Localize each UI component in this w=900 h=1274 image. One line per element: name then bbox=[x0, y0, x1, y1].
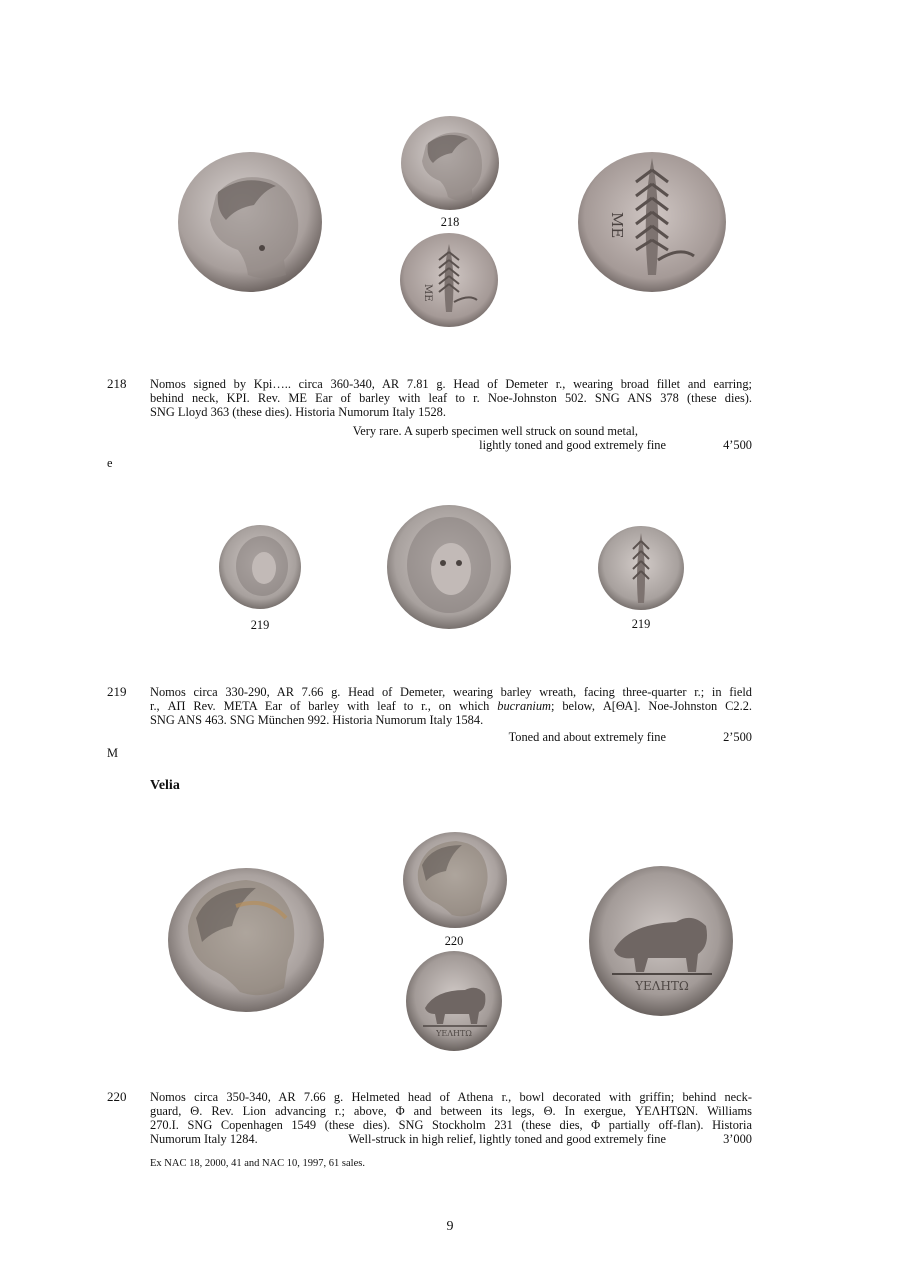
coin-218-large-legend: ΜΕ bbox=[608, 212, 626, 239]
lot-220-image-label: 220 bbox=[444, 934, 464, 948]
coin-220-large-legend: ΥΕΛΗΤΩ bbox=[635, 979, 689, 993]
lot-219-description bbox=[150, 685, 752, 727]
lot-219-image-label-left: 219 bbox=[250, 618, 270, 632]
lot-220-desc-line-3: 270.I. SNG Copenhagen 1549 (these dies). SNG Stockholm 231 (these dies, Φ partially off-flan). Historia bbox=[150, 1118, 752, 1132]
lot-218-desc-line-2: behind neck, KPI. Rev. ME Ear of barley with leaf to r. Noe-Johnston 502. SNG ANS 378 (these dies). bbox=[150, 391, 752, 405]
lot-220-description bbox=[150, 1090, 752, 1132]
coin-220-reverse-small bbox=[405, 950, 503, 1052]
coin-219-obverse-large bbox=[385, 503, 513, 631]
coin-218-obverse-large bbox=[176, 150, 324, 295]
coin-220-reverse-large bbox=[588, 864, 734, 1018]
lot-219-desc-line-2 bbox=[150, 699, 752, 713]
coin-218-reverse-large bbox=[576, 150, 728, 295]
lot-218-desc-line-3: SNG Lloyd 363 (these dies). Historia Numorum Italy 1528. bbox=[150, 405, 446, 419]
lot-218-stray-mark: e bbox=[107, 456, 113, 470]
lot-218-number: 218 bbox=[107, 376, 127, 391]
lot-220-number: 220 bbox=[107, 1089, 127, 1104]
lot-220-desc-line-1: Nomos circa 350-340, AR 7.66 g. Helmeted head of Athena r., bowl decorated with griffin; behind neck- bbox=[150, 1090, 752, 1104]
lot-219-number: 219 bbox=[107, 684, 127, 699]
coin-219-reverse-small bbox=[597, 525, 685, 611]
lot-218-image-label: 218 bbox=[440, 215, 460, 229]
lot-219-desc-line-3: SNG ANS 463. SNG München 992. Historia Numorum Italy 1584. bbox=[150, 713, 484, 727]
lot-220-provenance: Ex NAC 18, 2000, 41 and NAC 10, 1997, 61 sales. bbox=[150, 1158, 365, 1169]
lot-218-grade-line-1: Very rare. A superb specimen well struck on sound metal, bbox=[352, 424, 638, 438]
coin-218-reverse-small bbox=[399, 232, 499, 328]
lot-220-grade: Well-struck in high relief, lightly toned and good extremely fine bbox=[348, 1132, 666, 1146]
coin-218-obverse-small bbox=[400, 115, 500, 211]
lot-219-desc-line-2-italic: bucranium bbox=[497, 699, 551, 713]
lot-219-stray-mark: M bbox=[107, 746, 119, 760]
lot-219-price: 2’500 bbox=[723, 730, 752, 744]
coin-220-obverse-large bbox=[166, 866, 326, 1014]
lot-220-desc-line-4: Numorum Italy 1284. bbox=[150, 1132, 258, 1146]
lot-219-image-label-right: 219 bbox=[631, 617, 651, 631]
lot-219-desc-line-2-b: ; below, Α[ΘΑ]. Noe-Johnston C2.2. bbox=[550, 699, 752, 713]
section-heading-velia: Velia bbox=[150, 778, 180, 793]
coin-218-small-legend: ΜΕ bbox=[422, 284, 433, 302]
lot-218-description bbox=[150, 377, 752, 419]
lot-220-desc-line-2: guard, Θ. Rev. Lion advancing r.; above, Φ and between its legs, Θ. In exergue, ΥΕΛΗΤΩΝ. Williams bbox=[150, 1104, 752, 1118]
lot-219-desc-line-1: Nomos circa 330-290, AR 7.66 g. Head of Demeter, wearing barley wreath, facing three-quarter r.; in field bbox=[150, 685, 752, 699]
coin-219-obverse-small bbox=[218, 524, 302, 610]
coin-220-obverse-small bbox=[402, 831, 508, 929]
lot-219-grade: Toned and about extremely fine bbox=[508, 730, 666, 744]
lot-218-price: 4’500 bbox=[723, 438, 752, 452]
page-number: 9 bbox=[446, 1219, 454, 1234]
coin-220-small-legend: ΥΕΛΗΤΩ bbox=[436, 1029, 472, 1038]
lot-218-grade-line-2: lightly toned and good extremely fine bbox=[479, 438, 666, 452]
lot-219-desc-line-2-a: r., ΑΠ Rev. ΜΕΤΑ Ear of barley with leaf to r., on which bbox=[150, 699, 498, 713]
lot-218-desc-line-1: Nomos signed by Kpi….. circa 360-340, AR 7.81 g. Head of Demeter r., wearing broad fillet and earring; bbox=[150, 377, 752, 391]
lot-220-price: 3’000 bbox=[723, 1132, 752, 1146]
